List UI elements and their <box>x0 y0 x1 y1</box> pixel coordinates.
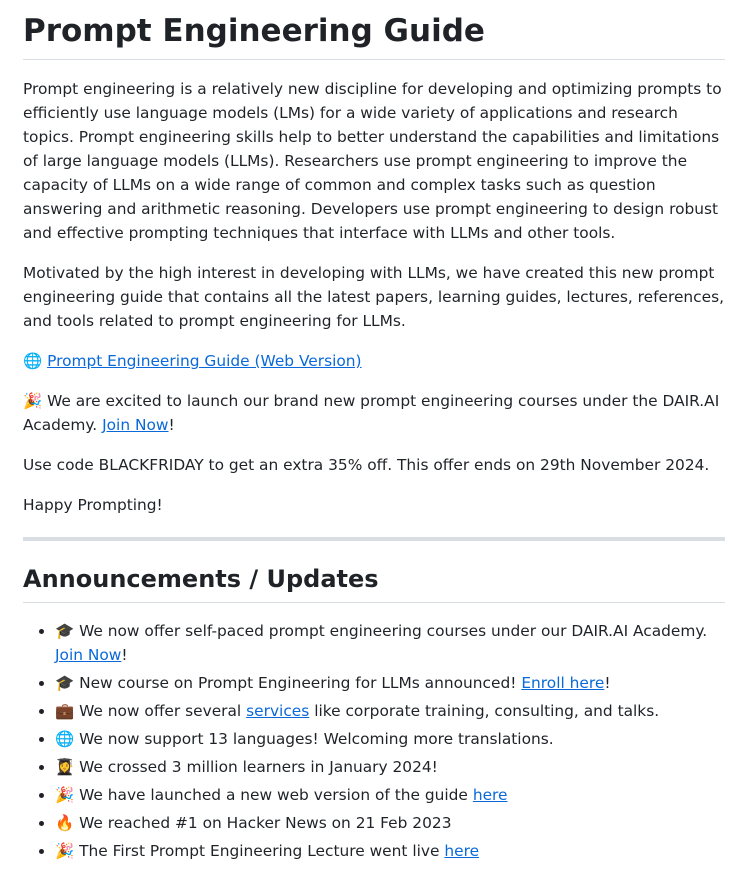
web-version-here-link[interactable]: here <box>472 786 508 804</box>
party-popper-icon: 🎉 <box>55 786 75 804</box>
list-item: • 🎉 The First Prompt Engineering Lecture went live here <box>55 839 725 863</box>
list-item: • 🌐 We now support 13 languages! Welcoming more translations. <box>55 727 725 751</box>
globe-icon: 🌐 <box>55 730 75 748</box>
announcements-list <box>23 619 725 863</box>
enroll-here-link[interactable]: Enroll here <box>521 674 605 692</box>
courses-text: We are excited to launch our brand new prompt engineering courses under the DAIR.AI Academy. <box>23 392 720 434</box>
announcements-heading: Announcements / Updates <box>23 563 725 603</box>
page-title: Prompt Engineering Guide <box>23 0 725 60</box>
section-divider <box>23 537 725 541</box>
list-item: • 💼 We now offer several services like corporate training, consulting, and talks. <box>55 699 725 723</box>
list-item: • 🎉 We have launched a new web version of the guide here <box>55 783 725 807</box>
join-now-link[interactable]: Join Now <box>55 646 122 664</box>
graduation-cap-icon: 🎓 <box>55 622 75 640</box>
list-item: • 🎓 We now offer self-paced prompt engineering courses under our DAIR.AI Academy. Join Now! <box>55 619 725 667</box>
courses-line: 🎉 We are excited to launch our brand new prompt engineering courses under the DAIR.AI Academy. Join Now! <box>23 392 720 434</box>
list-item: • 🎓 New course on Prompt Engineering for LLMs announced! Enroll here! <box>55 671 725 695</box>
lecture-here-link[interactable]: here <box>444 842 480 860</box>
closing-line: Happy Prompting! <box>23 496 163 514</box>
fire-icon: 🔥 <box>55 814 75 832</box>
list-item: • 👩‍🎓 We crossed 3 million learners in January 2024! <box>55 755 725 779</box>
promo-line: Use code BLACKFRIDAY to get an extra 35% off. This offer ends on 29th November 2024. <box>23 456 710 474</box>
web-version-link[interactable]: Prompt Engineering Guide (Web Version) <box>47 352 362 370</box>
graduation-cap-icon: 🎓 <box>55 674 75 692</box>
intro-paragraph: Prompt engineering is a relatively new discipline for developing and optimizing prompts to efficiently use language models (LMs) for a wide variety of applications and research topics. Prompt engineering skills help to better understand the capabilities and limitations of large language models (LLMs). Researchers use prompt engineering to improve the capacity of LLMs on a wide range of common and complex tasks such as question answering and arithmetic reasoning. Developers use prompt engineering to design robust and effective prompting techniques that interface with LLMs and other tools. <box>23 80 722 242</box>
globe-icon: 🌐 <box>23 352 43 370</box>
list-item: • 🔥 We reached #1 on Hacker News on 21 Feb 2023 <box>55 811 725 835</box>
briefcase-icon: 💼 <box>55 702 75 720</box>
party-popper-icon: 🎉 <box>55 842 75 860</box>
student-icon: 👩‍🎓 <box>55 758 75 776</box>
services-link[interactable]: services <box>246 702 310 720</box>
party-popper-icon: 🎉 <box>23 392 43 410</box>
motivation-paragraph: Motivated by the high interest in developing with LLMs, we have created this new prompt engineering guide that contains all the latest papers, learning guides, lectures, references, and tools related to prompt engineering for LLMs. <box>23 264 725 330</box>
web-version-line <box>23 349 725 373</box>
join-now-link[interactable]: Join Now <box>102 416 169 434</box>
